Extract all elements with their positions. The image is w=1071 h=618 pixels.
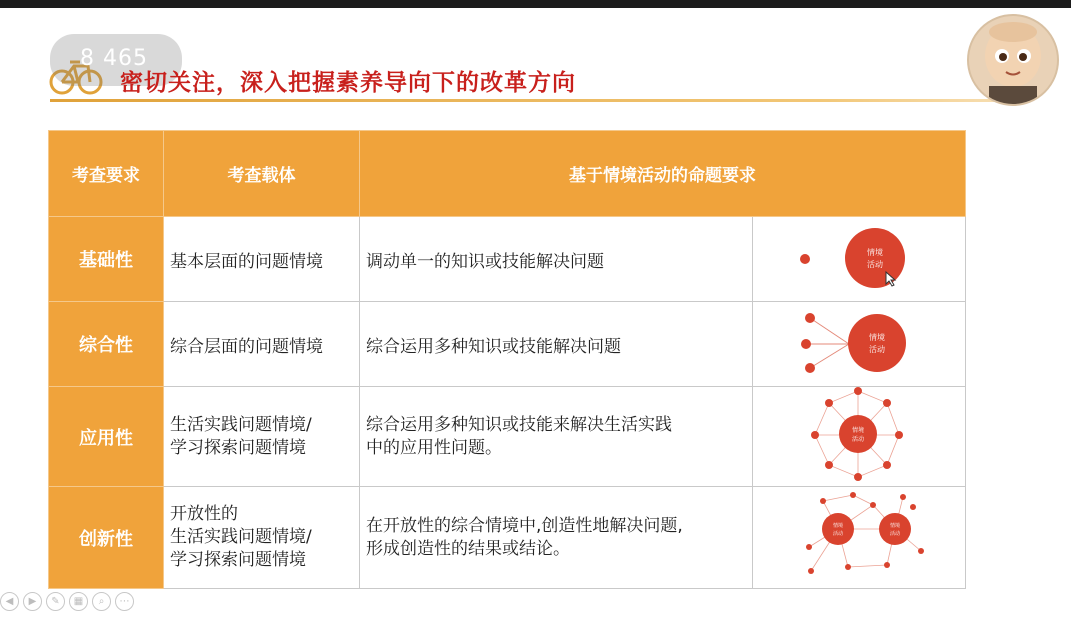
page-title: 密切关注，深入把握素养导向下的改革方向 — [120, 70, 576, 96]
row-carrier: 基本层面的问题情境 — [164, 217, 360, 302]
presentation-toolbar — [0, 592, 134, 614]
title-underline — [50, 99, 1010, 102]
situation-diagram-innovative — [753, 487, 966, 589]
table-row — [49, 217, 966, 302]
row-requirement: 综合运用多种知识或技能解决问题 — [360, 302, 753, 387]
diagram-label-top: 情境 — [889, 523, 901, 529]
row-type-comprehensive: 综合性 — [49, 302, 164, 387]
row-type-basic: 基础性 — [49, 217, 164, 302]
slides-grid-icon[interactable]: ▦ — [69, 592, 88, 611]
reform-requirements-table — [48, 130, 965, 588]
pen-icon[interactable]: ✎ — [46, 592, 65, 611]
window-top-border — [0, 0, 1071, 8]
table-header-row — [49, 131, 966, 217]
situation-diagram-basic — [753, 217, 966, 302]
table-row — [49, 387, 966, 487]
row-carrier: 综合层面的问题情境 — [164, 302, 360, 387]
viewer-count: 8 465 — [80, 46, 148, 71]
situation-diagram-applied — [753, 387, 966, 487]
diagram-label-bottom: 活动 — [867, 260, 883, 269]
row-type-applied: 应用性 — [49, 387, 164, 487]
diagram-label-top: 情境 — [832, 523, 844, 529]
header-assessment-requirement: 考查要求 — [49, 131, 164, 217]
situation-diagram-comprehensive — [753, 302, 966, 387]
prev-slide-icon[interactable]: ◀ — [0, 592, 19, 611]
table-row — [49, 487, 966, 589]
next-slide-icon[interactable]: ▶ — [23, 592, 42, 611]
diagram-label-bottom: 活动 — [869, 345, 885, 354]
row-requirement: 调动单一的知识或技能解决问题 — [360, 217, 753, 302]
row-carrier: 开放性的 生活实践问题情境/ 学习探索问题情境 — [164, 487, 360, 589]
diagram-label-bottom: 活动 — [889, 531, 901, 537]
presenter-avatar — [967, 14, 1059, 106]
header-assessment-carrier: 考查载体 — [164, 131, 360, 217]
row-requirement: 在开放性的综合情境中,创造性地解决问题, 形成创造性的结果或结论。 — [360, 487, 753, 589]
diagram-label-top: 情境 — [867, 248, 883, 257]
header-situational-requirement: 基于情境活动的命题要求 — [360, 131, 966, 217]
more-options-icon[interactable]: ⋯ — [115, 592, 134, 611]
diagram-label-top: 情境 — [851, 427, 865, 434]
row-carrier: 生活实践问题情境/ 学习探索问题情境 — [164, 387, 360, 487]
diagram-label-top: 情境 — [869, 333, 885, 342]
diagram-label-bottom: 活动 — [832, 531, 844, 537]
zoom-icon[interactable]: ⌕ — [92, 592, 111, 611]
diagram-label-bottom: 活动 — [851, 436, 865, 443]
row-type-innovative: 创新性 — [49, 487, 164, 589]
table-row — [49, 302, 966, 387]
row-requirement: 综合运用多种知识或技能来解决生活实践 中的应用性问题。 — [360, 387, 753, 487]
